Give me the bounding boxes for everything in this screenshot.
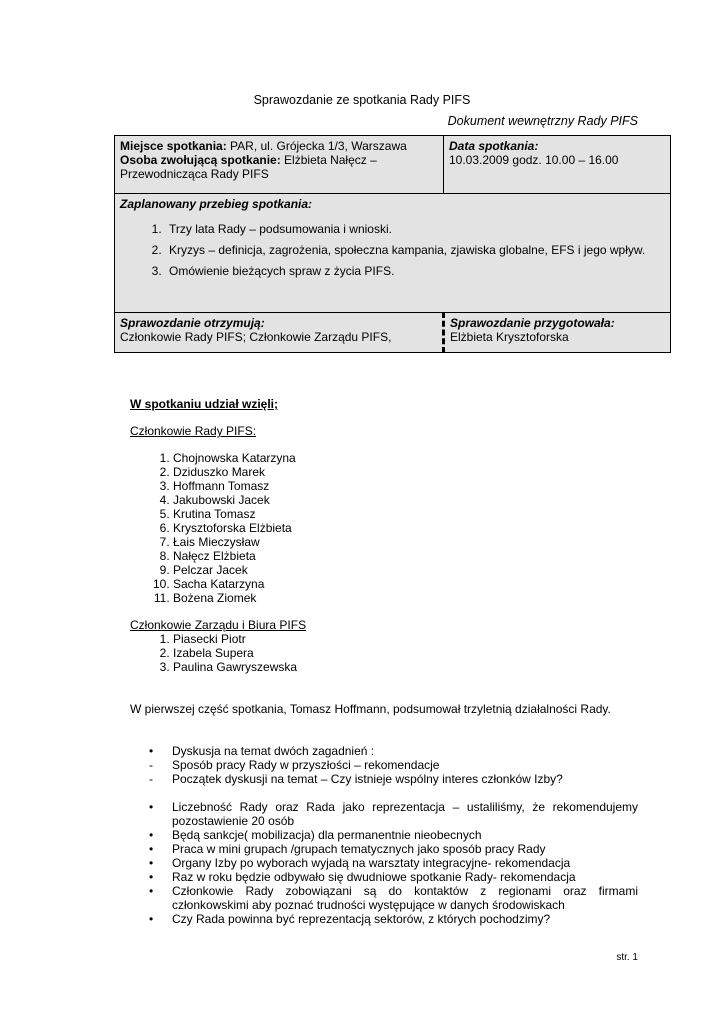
list-item: • Czy Rada powinna być reprezentacją sektorów, z których pochodzimy? xyxy=(149,912,551,926)
convener-value: Elżbieta Nałęcz – xyxy=(280,153,377,167)
list-item: 11. Bożena Ziomek xyxy=(173,591,296,605)
list-item: - Sposób pracy Rady w przyszłości – rekomendacje xyxy=(149,758,440,772)
prepared-value: Elżbieta Krysztoforska xyxy=(450,330,569,344)
bullet-marker: • xyxy=(149,856,154,870)
plan-item: 2. Kryzys – definicja, zagrożenia, społeczna kampania, zjawiska globalne, EFS i jego wpływ. xyxy=(165,240,665,261)
attendance-heading: W spotkaniu udział wzięli; xyxy=(130,397,279,411)
bullet-marker: • xyxy=(149,912,154,926)
date-label: Data spotkania: xyxy=(449,139,539,153)
plan-item: 3. Omówienie bieżących spraw z życia PIFS. xyxy=(165,261,665,282)
plan-item: 1. Trzy lata Rady – podsumowania i wnioski. xyxy=(165,219,665,240)
prepared-label: Sprawozdanie przygotowała: xyxy=(450,316,615,330)
discussion-list-2 xyxy=(130,800,638,926)
bullet-marker: • xyxy=(149,744,154,758)
list-item: 8. Nałęcz Elżbieta xyxy=(173,549,296,563)
list-item: 5. Krutina Tomasz xyxy=(173,507,296,521)
recipients-value: Członkowie Rady PIFS; Członkowie Zarządu PIFS, xyxy=(120,330,392,344)
list-item: - Początek dyskusji na temat – Czy istnieje wspólny interes członków Izby? xyxy=(149,772,563,786)
list-item: 2. Izabela Supera xyxy=(173,646,297,660)
intro-paragraph: W pierwszej część spotkania, Tomasz Hoffmann, podsumował trzyletnią działalności Rady. xyxy=(130,702,611,716)
list-item: 2. Dziduszko Marek xyxy=(173,465,296,479)
bullet-marker: • xyxy=(149,828,154,842)
list-item: 7. Łais Mieczysław xyxy=(173,535,296,549)
bullet-marker: • xyxy=(149,884,154,898)
bullet-marker: • xyxy=(149,800,154,814)
list-item: • Raz w roku będzie odbywało się dwudniowe spotkanie Rady- rekomendacja xyxy=(149,870,576,884)
prepared-cell xyxy=(444,313,671,353)
convener-role: Przewodnicząca Rady PIFS xyxy=(120,167,269,181)
council-label: Członkowie Rady PIFS: xyxy=(130,424,257,438)
list-item: 3. Hoffmann Tomasz xyxy=(173,479,296,493)
list-item: 4. Jakubowski Jacek xyxy=(173,493,296,507)
list-item: • Organy Izby po wyborach wyjadą na warsztaty integracyjne- rekomendacja xyxy=(149,856,571,870)
board-label: Członkowie Zarządu i Biura PIFS xyxy=(130,618,307,632)
plan-label: Zaplanowany przebieg spotkania: xyxy=(120,197,313,211)
list-item: 10. Sacha Katarzyna xyxy=(173,577,296,591)
list-item: 3. Paulina Gawryszewska xyxy=(173,660,297,674)
board-members-list xyxy=(130,632,297,674)
list-item: 1. Piasecki Piotr xyxy=(173,632,297,646)
plan-list xyxy=(120,219,665,282)
list-item: 9. Pelczar Jacek xyxy=(173,563,296,577)
bullet-marker: • xyxy=(149,842,154,856)
place-label: Miejsce spotkania: xyxy=(120,139,227,153)
dash-marker: - xyxy=(149,772,153,786)
list-item: 1. Chojnowska Katarzyna xyxy=(173,451,296,465)
document-subtitle: Dokument wewnętrzny Rady PIFS xyxy=(447,114,638,128)
page-number: str. 1 xyxy=(616,952,638,963)
list-item: • Liczebność Rady oraz Rada jako reprezentacja – ustaliliśmy, że rekomendujemy pozostawienie 20 osób xyxy=(149,800,638,828)
discussion-list-1 xyxy=(130,744,638,786)
list-item: 6. Krysztoforska Elżbieta xyxy=(173,521,296,535)
list-item: • Dyskusja na temat dwóch zagadnień : xyxy=(149,744,375,758)
list-item: • Praca w mini grupach /grupach tematycznych jako sposób pracy Rady xyxy=(149,842,546,856)
date-cell xyxy=(444,136,671,194)
document-title: Sprawozdanie ze spotkania Rady PIFS xyxy=(253,93,471,107)
place-value: PAR, ul. Grójecka 1/3, Warszawa xyxy=(226,139,407,153)
meeting-info-table xyxy=(114,135,671,353)
bullet-marker: • xyxy=(149,870,154,884)
list-item: • Członkowie Rady zobowiązani są do kontaktów z regionami oraz firmami członkowskimi aby poznać trudności występujące w danych środowiskach xyxy=(149,884,638,912)
place-convener-cell xyxy=(115,136,444,194)
recipients-label: Sprawozdanie otrzymują: xyxy=(120,316,265,330)
list-item: • Będą sankcje( mobilizacja) dla permanentnie nieobecnych xyxy=(149,828,482,842)
convener-label: Osoba zwołującą spotkanie: xyxy=(120,153,281,167)
recipients-cell xyxy=(115,313,444,353)
plan-cell xyxy=(115,194,671,313)
council-members-list xyxy=(130,451,296,605)
date-value: 10.03.2009 godz. 10.00 – 16.00 xyxy=(449,153,619,167)
dash-marker: - xyxy=(149,758,153,772)
